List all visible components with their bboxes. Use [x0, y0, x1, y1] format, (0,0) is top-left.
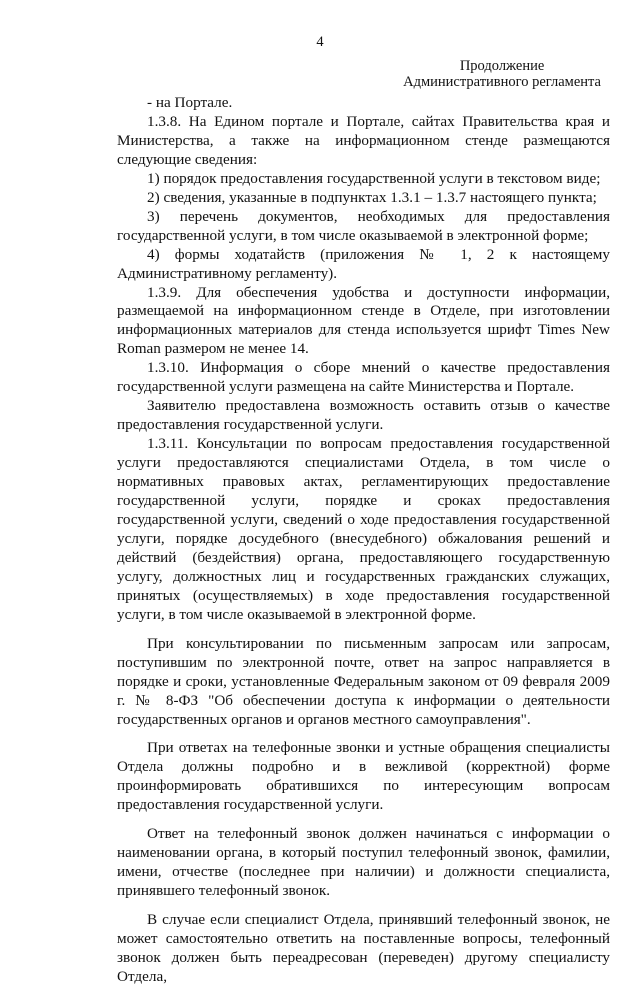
paragraph: При консультировании по письменным запросам или запросам, поступившим по электронной почте, ответ на запрос направляется в порядке и сроки, установленные Федеральным законом от 09 февраля 2009 г. № 8-ФЗ "Об обеспечении доступа к информации о деятельности государственных органов и органов местного самоуправления".	[117, 634, 610, 728]
continuation-header	[403, 58, 601, 90]
list-item: 4) формы ходатайств (приложения № 1, 2 к настоящему Административному регламенту).	[117, 245, 610, 282]
paragraph: Заявителю предоставлена возможность оставить отзыв о качестве предоставления государственной услуги.	[117, 397, 610, 434]
page-number: 4	[316, 34, 324, 50]
paragraph: - на Портале.	[147, 94, 233, 111]
document-body	[117, 94, 610, 987]
continuation-line-1: Продолжение	[459, 58, 545, 74]
paragraph: 1.3.8. На Едином портале и Портале, сайтах Правительства края и Министерства, а также на информационном стенде размещаются следующие сведения:	[117, 112, 610, 168]
paragraph: При ответах на телефонные звонки и устные обращения специалисты Отдела должны подробно и в вежливой (корректной) форме проинформировать обратившихся по интересующим вопросам предоставления государственной услуги.	[117, 739, 610, 814]
paragraph: В случае если специалист Отдела, принявший телефонный звонок, не может самостоятельно ответить на поставленные вопросы, телефонный звонок должен быть переадресован (переведен) другому специалисту Отдела,	[117, 911, 610, 985]
list-item: 3) перечень документов, необходимых для предоставления государственной услуги, в том числе оказываемой в электронной форме;	[117, 207, 610, 244]
paragraph: 1.3.11. Консультации по вопросам предоставления государственной услуги предоставляются специалистами Отдела, в том числе о нормативных правовых актах, регламентирующих предоставление государственной услуги, порядке и сроках предоставления государственной услуги, сведений о ходе предоставления государственной услуги, порядке досудебного (внесудебного) обжалования решений и действий (бездействия) органа, предоставляющего государственную услугу, должностных лиц и государственных гражданских служащих, принятых (осуществляемых) в ходе предоставления государственной услуги, в том числе оказываемой в электронной форме.	[117, 435, 610, 623]
paragraph: 1.3.9. Для обеспечения удобства и доступности информации, размещаемой на информационном стенде в Отделе, при изготовлении информационных материалов для стенда используется шрифт Times New Roman размером не менее 14.	[117, 283, 610, 358]
list-item: 2) сведения, указанные в подпунктах 1.3.1 – 1.3.7 настоящего пункта;	[147, 188, 597, 206]
continuation-line-2: Административного регламента	[403, 74, 601, 90]
list-item: 1) порядок предоставления государственной услуги в текстовом виде;	[147, 169, 601, 187]
paragraph: Ответ на телефонный звонок должен начинаться с информации о наименовании органа, в который поступил телефонный звонок, фамилии, имени, отчестве (последнее при наличии) и должности специалиста, принявшего телефонный звонок.	[117, 825, 610, 900]
paragraph: 1.3.10. Информация о сборе мнений о качестве предоставления государственной услуги размещена на сайте Министерства и Портале.	[117, 359, 610, 396]
